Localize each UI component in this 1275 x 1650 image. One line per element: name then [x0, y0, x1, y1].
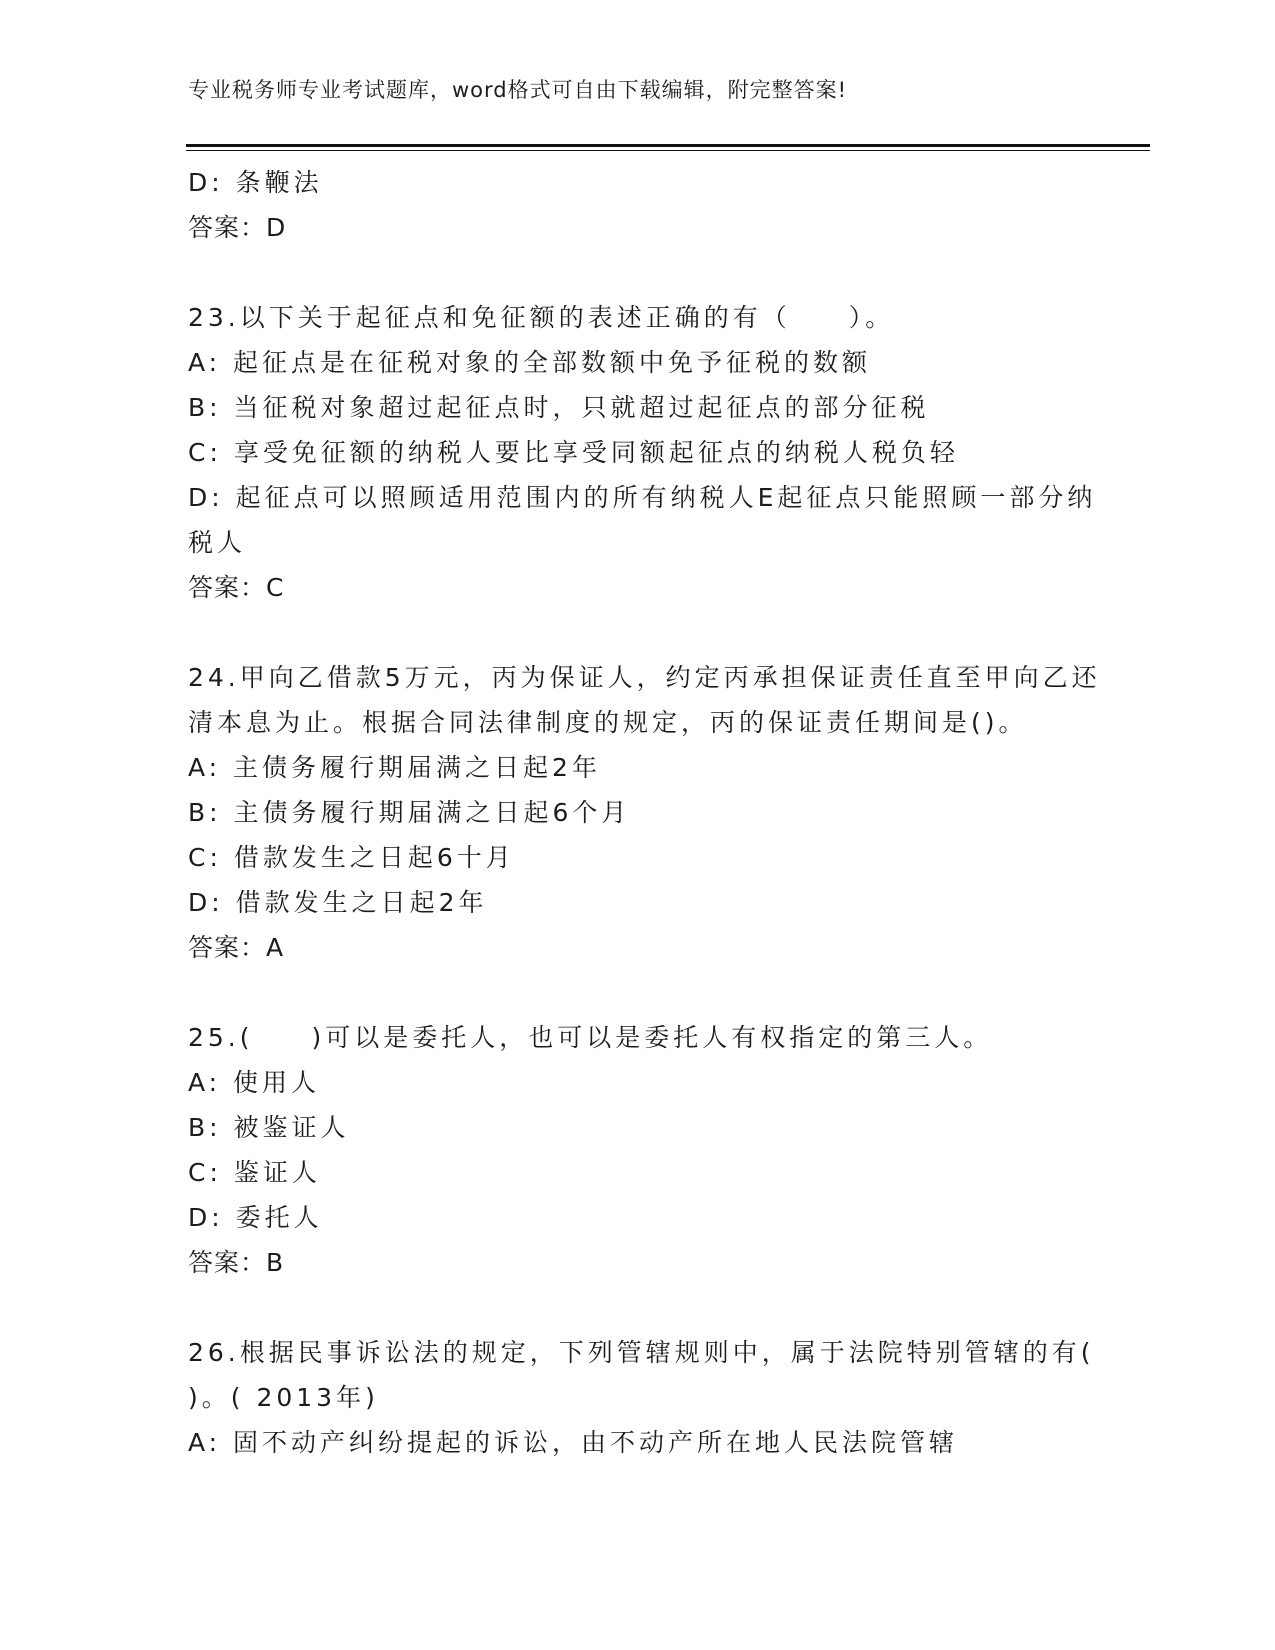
option-d: D: 起征点可以照顾适用范围内的所有纳税人E起征点只能照顾一部分纳税人 — [188, 483, 1097, 557]
question-23 — [188, 295, 1108, 610]
answer: 答案：B — [188, 1248, 285, 1277]
header-rule-thick — [186, 144, 1150, 147]
option-c: C: 享受免征额的纳税人要比享受同额起征点的纳税人税负轻 — [188, 438, 959, 467]
question-stem: 26.根据民事诉讼法的规定，下列管辖规则中，属于法院特别管辖的有( )。( 2013年) — [188, 1338, 1182, 1412]
question-26 — [188, 1330, 1182, 1465]
question-content — [188, 160, 1182, 1465]
question-24 — [188, 655, 1108, 970]
prev-option-d: D: 条鞭法 — [188, 168, 323, 197]
option-a: A: 使用人 — [188, 1068, 321, 1097]
option-b: B: 当征税对象超过起征点时，只就超过起征点的部分征税 — [188, 393, 930, 422]
option-d: D: 借款发生之日起2年 — [188, 888, 488, 917]
option-d: D: 委托人 — [188, 1203, 323, 1232]
answer: 答案：A — [188, 933, 285, 962]
question-stem: 23.以下关于起征点和免征额的表述正确的有（ ）。 — [188, 303, 895, 332]
option-a: A: 起征点是在征税对象的全部数额中免予征税的数额 — [188, 348, 872, 377]
option-a: A: 主债务履行期届满之日起2年 — [188, 753, 601, 782]
option-b: B: 被鉴证人 — [188, 1113, 350, 1142]
question-stem: 25.( )可以是委托人，也可以是委托人有权指定的第三人。 — [188, 1023, 993, 1052]
question-stem: 24.甲向乙借款5万元，丙为保证人，约定丙承担保证责任直至甲向乙还清本息为止。根据合同法律制度的规定，丙的保证责任期间是()。 — [188, 663, 1101, 737]
answer: 答案：C — [188, 573, 285, 602]
prev-answer: 答案：D — [188, 213, 287, 242]
option-b: B: 主债务履行期届满之日起6个月 — [188, 798, 631, 827]
option-a: A: 固不动产纠纷提起的诉讼，由不动产所在地人民法院管辖 — [188, 1428, 959, 1457]
option-c: C: 鉴证人 — [188, 1158, 321, 1187]
option-c: C: 借款发生之日起6十月 — [188, 843, 515, 872]
page-header: 专业税务师专业考试题库，word格式可自由下载编辑，附完整答案! — [188, 78, 848, 102]
question-25 — [188, 1015, 1108, 1285]
header-rule-thin — [186, 150, 1150, 151]
